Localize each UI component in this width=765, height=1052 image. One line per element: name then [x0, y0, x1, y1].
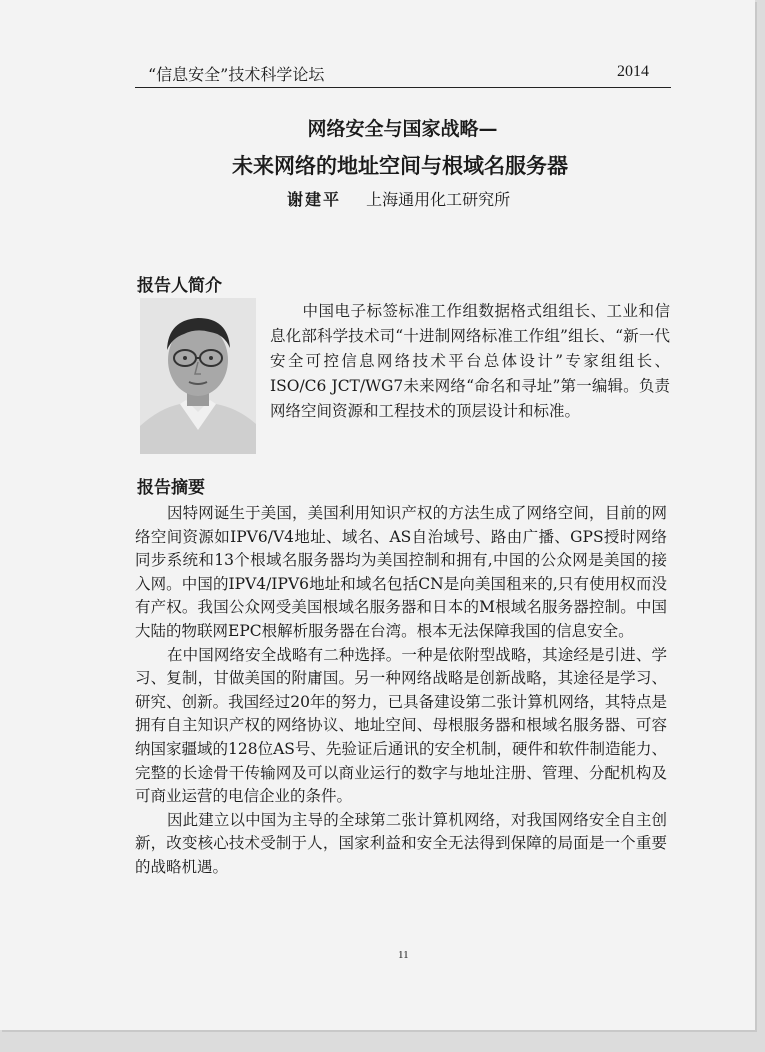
abstract-paragraph-1: 因特网诞生于美国，美国利用知识产权的方法生成了网络空间，目前的网络空间资源如IPV6/V4地址、域名、AS自治域号、路由广播、GPS授时网络同步系统和13个根域名服务器均为美国控制和拥有,中国的公众网是美国的接入网。中国的IPV4/IPV6地址和域名包括CN是向美国租来的,只有使用权而没有产权。我国公众网受美国根域名服务器和日本的M根域名服务器控制。中国大陆的物联网EPC根解析服务器在台湾。根本无法保障我国的信息安全。	[135, 504, 667, 640]
author-name: 谢建平	[287, 190, 342, 209]
paper-title-line1: 网络安全与国家战略—	[307, 118, 498, 140]
abstract-body	[135, 502, 667, 880]
running-header-title: “信息安全”技术科学论坛	[148, 65, 325, 84]
bio-text	[270, 299, 670, 424]
abstract-paragraph-3: 因此建立以中国为主导的全球第二张计算机网络，对我国网络安全自主创新，改变核心技术受制于人，国家利益和安全无法得到保障的局面是一个重要的战略机遇。	[135, 810, 667, 876]
author-affiliation: 上海通用化工研究所	[366, 190, 511, 209]
page-number: 11	[398, 949, 409, 961]
abstract-paragraph-2: 在中国网络安全战略有二种选择。一种是依附型战略，其途经是引进、学习、复制，甘做美国的附庸国。另一种网络战略是创新战略，其途径是学习、研究、创新。我国经过20年的努力，已具备建设第二张计算机网络，其特点是拥有自主知识产权的网络协议、地址空间、母根服务器和根域名服务器、可容纳国家疆域的128位AS号、先验证后通讯的安全机制，硬件和软件制造能力、完整的长途骨干传输网及可以商业运行的数字与地址注册、管理、分配机构及可商业运营的电信企业的条件。	[135, 645, 667, 806]
bio-heading: 报告人简介	[137, 276, 222, 296]
author-portrait	[140, 298, 256, 454]
header-rule	[135, 87, 671, 88]
abstract-heading: 报告摘要	[137, 478, 205, 498]
paper-title-line2: 未来网络的地址空间与根域名服务器	[232, 153, 568, 178]
bio-paragraph: 中国电子标签标准工作组数据格式组组长、工业和信息化部科学技术司“十进制网络标准工作组”组长、“新一代安全可控信息网络技术平台总体设计”专家组组长、ISO/C6 JCT/WG7未来网络“命名和寻址”第一编辑。负责网络空间资源和工程技术的顶层设计和标准。	[270, 302, 670, 420]
running-header-year: 2014	[617, 63, 649, 80]
author-line	[287, 187, 510, 210]
